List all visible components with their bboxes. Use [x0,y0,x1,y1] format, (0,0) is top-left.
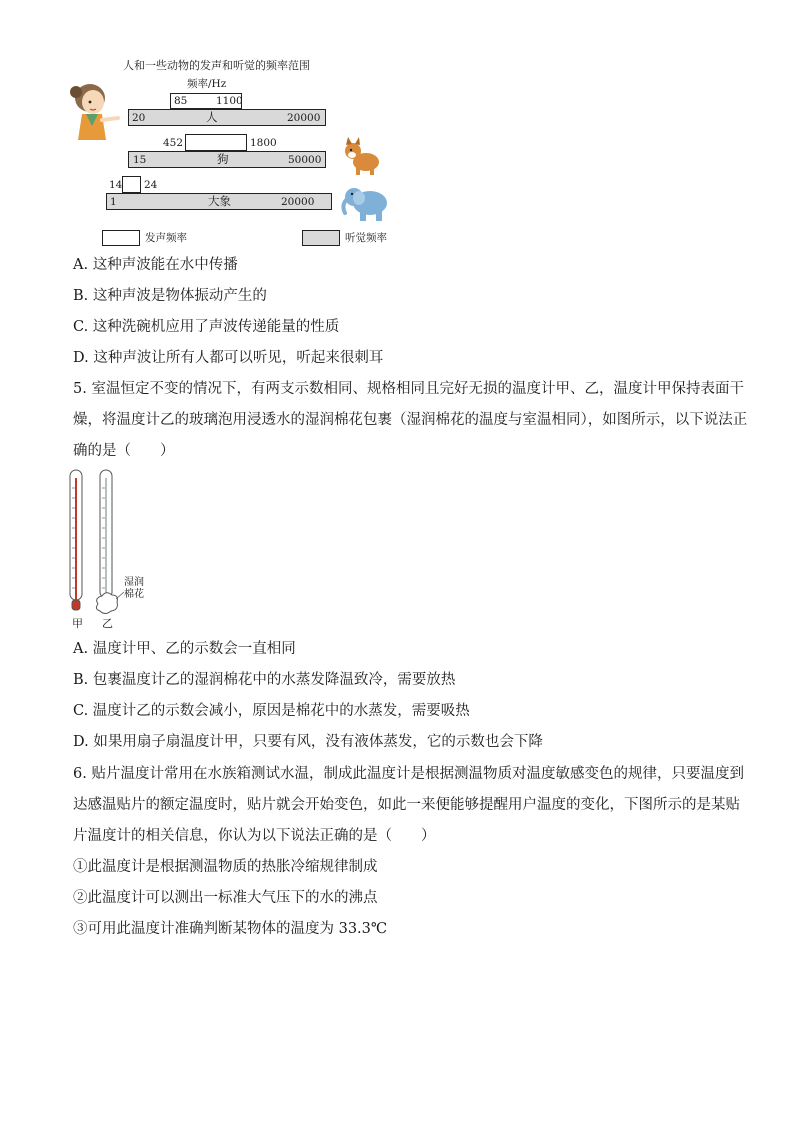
thermometer-a-label: 甲 [72,617,83,630]
dog-hearing-max: 50000 [288,154,322,166]
elephant-label: 大象 [208,194,231,208]
thermometer-b-label: 乙 [102,617,113,630]
elephant-voice-min: 14 [109,179,123,191]
legend-hearing-label: 听觉频率 [345,232,387,244]
human-label: 人 [206,110,218,124]
elephant-voice-max: 24 [144,179,158,191]
human-hearing-max: 20000 [287,112,321,124]
girl-illustration [68,80,126,142]
q5-stem-line-3: 确的是（ ） [73,443,175,459]
axis-unit-label: 频率/Hz [187,78,227,90]
q6-statement-1: ①此温度计是根据测温物质的热胀冷缩规律制成 [73,859,378,875]
q5-option-c: C. 温度计乙的示数会减小，原因是棉花中的水蒸发，需要吸热 [73,703,470,719]
figure-title: 人和一些动物的发声和听觉的频率范围 [123,59,310,72]
q5-option-d: D. 如果用扇子扇温度计甲，只要有风，没有液体蒸发，它的示数也会下降 [73,734,543,750]
legend-voice-swatch [102,230,140,246]
dog-voice-range-box [185,134,247,151]
legend-voice-label: 发声频率 [145,232,187,244]
dog-label: 狗 [217,152,229,166]
human-hearing-min: 20 [132,112,146,124]
dog-voice-min: 452 [163,137,184,149]
dog-illustration [342,136,382,176]
q5-stem-line-1: 5. 室温恒定不变的情况下，有两支示数相同、规格相同且完好无损的温度计甲、乙，温度计甲保持表面干 [73,381,744,397]
dog-hearing-min: 15 [133,154,147,166]
q4-option-d: D. 这种声波让所有人都可以听见，听起来很刺耳 [73,350,384,366]
q4-option-a: A. 这种声波能在水中传播 [73,257,238,273]
elephant-hearing-max: 20000 [281,196,315,208]
cotton-label-line-2: 棉花 [124,589,144,600]
human-voice-max: 1100 [216,95,243,107]
human-voice-min: 85 [174,95,188,107]
q5-option-a: A. 温度计甲、乙的示数会一直相同 [73,641,296,657]
q6-stem-line-2: 达感温贴片的额定温度时，贴片就会开始变色，如此一来便能够提醒用户温度的变化，下图所示的是某贴 [73,797,740,813]
q6-stem-line-3: 片温度计的相关信息，你认为以下说法正确的是（ ） [73,828,436,844]
q4-option-b: B. 这种声波是物体振动产生的 [73,288,267,304]
q6-stem-line-1: 6. 贴片温度计常用在水族箱测试水温，制成此温度计是根据测温物质对温度敏感变色的规律，只要温度到 [73,766,744,782]
legend-hearing-swatch [302,230,340,246]
cotton-label-line-1: 湿润 [124,577,144,588]
q6-statement-3: ③可用此温度计准确判断某物体的温度为 33.3℃ [73,921,388,937]
dog-voice-max: 1800 [250,137,277,149]
elephant-hearing-min: 1 [110,196,117,208]
q4-option-c: C. 这种洗碗机应用了声波传递能量的性质 [73,319,340,335]
thermometers-illustration [66,468,156,632]
q5-stem-line-2: 燥，将温度计乙的玻璃泡用浸透水的湿润棉花包裹（湿润棉花的温度与室温相同），如图所示，以下说法正 [73,412,748,428]
elephant-illustration [340,183,392,223]
q6-statement-2: ②此温度计可以测出一标准大气压下的水的沸点 [73,890,378,906]
elephant-voice-range-box [122,176,141,193]
q5-option-b: B. 包裹温度计乙的湿润棉花中的水蒸发降温致冷，需要放热 [73,672,456,688]
